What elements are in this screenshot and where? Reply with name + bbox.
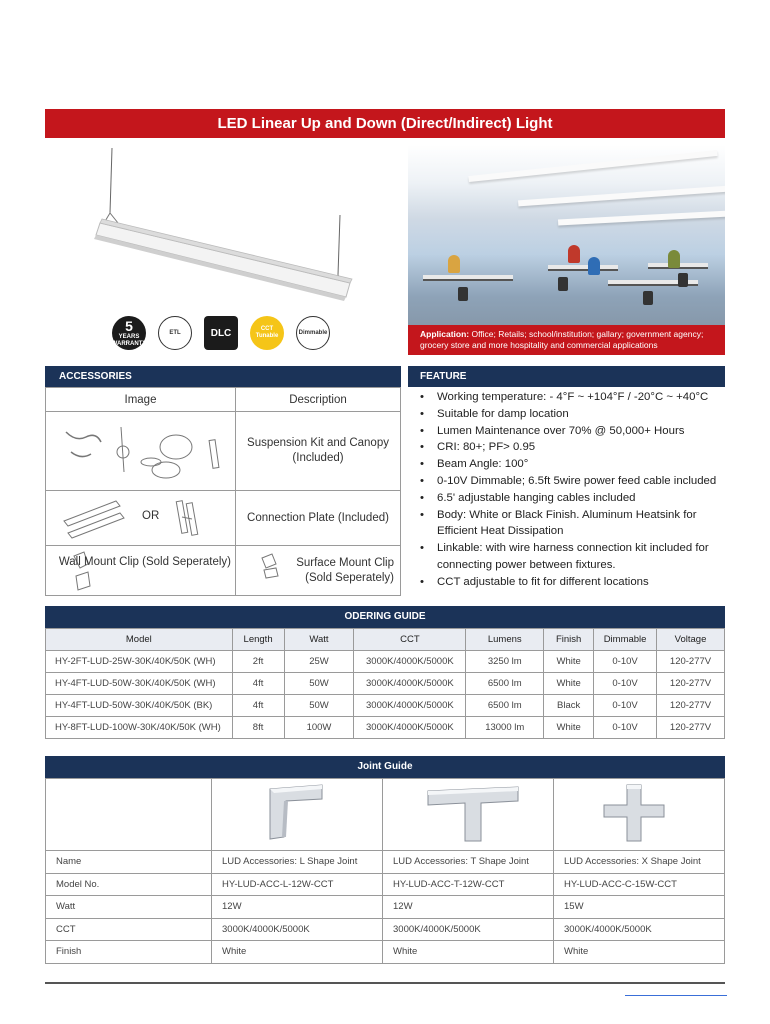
feature-list <box>418 389 723 591</box>
cell-value: 12W <box>212 896 383 919</box>
accessories-col-description: Description <box>236 388 401 412</box>
suspension-kit-image <box>46 412 236 491</box>
page-title: LED Linear Up and Down (Direct/Indirect) Light <box>45 109 725 138</box>
application-caption: Application: Office; Retails; school/institution; gallary; government agency; grocery store and more hospitality and commercial applications <box>408 325 725 355</box>
cell-value: HY-LUD-ACC-L-12W-CCT <box>212 873 383 896</box>
cell-watt: 50W <box>284 673 354 695</box>
cct-tunable-icon: CCT Tunable <box>250 316 284 350</box>
cell-dimmable: 0-10V <box>594 695 657 717</box>
cell-finish: White <box>544 673 594 695</box>
feature-heading: FEATURE <box>408 366 725 387</box>
cell-value: 15W <box>554 896 725 919</box>
cell-value: LUD Accessories: X Shape Joint <box>554 851 725 874</box>
feature-item: • Linkable: with wire harness connection kit included for connecting power between fixtures. <box>418 540 723 574</box>
table-row <box>46 873 725 896</box>
classroom-application-photo <box>408 145 725 355</box>
cell-model: HY-4FT-LUD-50W-30K/40K/50K (BK) <box>46 695 233 717</box>
table-row <box>46 918 725 941</box>
cell-value: White <box>212 941 383 964</box>
col-cct: CCT <box>354 629 466 651</box>
cell-value: LUD Accessories: L Shape Joint <box>212 851 383 874</box>
feature-item: • Suitable for damp location <box>418 406 723 423</box>
feature-item: • Body: White or Black Finish. Aluminum Heatsink for Efficient Heat Dissipation <box>418 507 723 541</box>
col-voltage: Voltage <box>657 629 725 651</box>
surface-mount-clip-description: Surface Mount Clip (Sold Seperately) <box>236 546 401 596</box>
col-model: Model <box>46 629 233 651</box>
cell-voltage: 120-277V <box>657 695 725 717</box>
cell-value: LUD Accessories: T Shape Joint <box>383 851 554 874</box>
table-row <box>46 673 725 695</box>
linear-light-fixture-image <box>90 145 360 305</box>
feature-item: • CRI: 80+; PF> 0.95 <box>418 439 723 456</box>
cell-cct: 3000K/4000K/5000K <box>354 651 466 673</box>
cell-finish: White <box>544 717 594 739</box>
certification-badges <box>112 313 342 353</box>
cell-value: HY-LUD-ACC-T-12W-CCT <box>383 873 554 896</box>
row-label: Watt <box>46 896 212 919</box>
cell-finish: White <box>544 651 594 673</box>
col-dimmable: Dimmable <box>594 629 657 651</box>
footer-divider <box>45 982 725 984</box>
cell-dimmable: 0-10V <box>594 651 657 673</box>
etl-listed-icon: ETL <box>158 316 192 350</box>
cell-watt: 100W <box>284 717 354 739</box>
feature-item: • 0-10V Dimmable; 6.5ft 5wire power feed cable included <box>418 473 723 490</box>
l-shape-joint-image <box>212 779 383 851</box>
connection-plate-image <box>46 491 236 546</box>
x-shape-joint-image <box>554 779 725 851</box>
row-label: Finish <box>46 941 212 964</box>
warranty-5-years-icon: 5 YEARS WARRANTY <box>112 316 146 350</box>
col-finish: Finish <box>544 629 594 651</box>
suspension-kit-description: Suspension Kit and Canopy (Included) <box>236 412 401 491</box>
dimmable-icon: Dimmable <box>296 316 330 350</box>
cell-value: HY-LUD-ACC-C-15W-CCT <box>554 873 725 896</box>
col-watt: Watt <box>284 629 354 651</box>
cell-cct: 3000K/4000K/5000K <box>354 695 466 717</box>
table-row <box>46 695 725 717</box>
cell-watt: 50W <box>284 695 354 717</box>
cell-length: 2ft <box>232 651 284 673</box>
cell-voltage: 120-277V <box>657 651 725 673</box>
accessories-heading: ACCESSORIES <box>45 366 401 387</box>
cell-dimmable: 0-10V <box>594 673 657 695</box>
cell-cct: 3000K/4000K/5000K <box>354 673 466 695</box>
accessories-col-image: Image <box>46 388 236 412</box>
empty-cell <box>46 779 212 851</box>
ordering-header-row <box>46 629 725 651</box>
joint-guide-heading: Joint Guide <box>45 756 725 778</box>
table-row <box>46 717 725 739</box>
ordering-guide-heading: ODERING GUIDE <box>45 606 725 628</box>
cell-value: White <box>554 941 725 964</box>
cell-lumens: 3250 lm <box>466 651 544 673</box>
cell-length: 4ft <box>232 673 284 695</box>
feature-item: • 6.5' adjustable hanging cables included <box>418 490 723 507</box>
col-lumens: Lumens <box>466 629 544 651</box>
table-row <box>46 896 725 919</box>
connection-plate-description: Connection Plate (Included) <box>236 491 401 546</box>
row-label: CCT <box>46 918 212 941</box>
cell-cct: 3000K/4000K/5000K <box>354 717 466 739</box>
cell-voltage: 120-277V <box>657 717 725 739</box>
cell-lumens: 6500 lm <box>466 673 544 695</box>
cell-model: HY-8FT-LUD-100W-30K/40K/50K (WH) <box>46 717 233 739</box>
cell-voltage: 120-277V <box>657 673 725 695</box>
accessories-table <box>45 387 401 596</box>
footer-link[interactable] <box>625 995 727 996</box>
cell-value: White <box>383 941 554 964</box>
dlc-premium-icon: DLC <box>204 316 238 350</box>
wall-mount-clip-image <box>46 546 236 596</box>
cell-model: HY-4FT-LUD-50W-30K/40K/50K (WH) <box>46 673 233 695</box>
cell-model: HY-2FT-LUD-25W-30K/40K/50K (WH) <box>46 651 233 673</box>
cell-length: 8ft <box>232 717 284 739</box>
feature-item: • Beam Angle: 100° <box>418 456 723 473</box>
col-length: Length <box>232 629 284 651</box>
cell-length: 4ft <box>232 695 284 717</box>
or-label: OR <box>142 510 160 522</box>
ordering-guide-table <box>45 628 725 739</box>
cell-value: 3000K/4000K/5000K <box>554 918 725 941</box>
cell-lumens: 13000 lm <box>466 717 544 739</box>
joint-image-row <box>46 779 725 851</box>
table-row <box>46 651 725 673</box>
feature-item: • Lumen Maintenance over 70% @ 50,000+ Hours <box>418 423 723 440</box>
feature-item: • Working temperature: - 4°F ~ +104°F / -20°C ~ +40°C <box>418 389 723 406</box>
wall-mount-clip-label: Wall Mount Clip (Sold Seperately) <box>58 556 231 568</box>
table-row <box>46 851 725 874</box>
cell-value: 3000K/4000K/5000K <box>383 918 554 941</box>
row-label: Name <box>46 851 212 874</box>
t-shape-joint-image <box>383 779 554 851</box>
table-row <box>46 941 725 964</box>
row-label: Model No. <box>46 873 212 896</box>
cell-lumens: 6500 lm <box>466 695 544 717</box>
cell-value: 12W <box>383 896 554 919</box>
feature-item: • CCT adjustable to fit for different locations <box>418 574 723 591</box>
cell-watt: 25W <box>284 651 354 673</box>
cell-finish: Black <box>544 695 594 717</box>
joint-guide-table <box>45 778 725 964</box>
cell-dimmable: 0-10V <box>594 717 657 739</box>
cell-value: 3000K/4000K/5000K <box>212 918 383 941</box>
